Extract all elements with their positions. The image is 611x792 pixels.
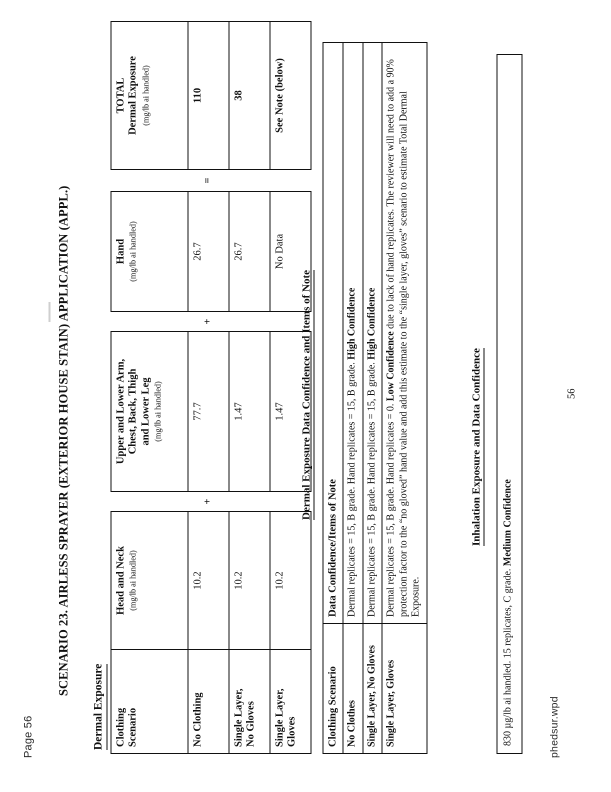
page-title: SCENARIO 23. AIRLESS SPRAYER (EXTERIOR HOUSE STAIN) APPLICATION (APPL.)	[56, 185, 70, 696]
table-row	[188, 22, 229, 754]
cell-total-no-clothing: 110	[188, 22, 229, 170]
confidence-level-badge: High Confidence	[365, 287, 377, 360]
table-row	[382, 43, 427, 754]
operator-spacer-3	[229, 170, 270, 192]
col-header-confidence-scenario: Clothing Scenario	[323, 624, 343, 754]
col-header-hand	[111, 192, 188, 312]
confidence-row-label-single-layer-no-gloves: Single Layer, No Gloves	[362, 624, 382, 754]
row-label-single-layer-no-gloves: Single Layer, No Gloves	[229, 650, 270, 754]
operator-plus-2: +	[201, 318, 213, 325]
confidence-note-no-clothes	[343, 43, 363, 624]
footer-page-number: 56	[566, 388, 577, 399]
col-header-total-line1: TOTAL	[115, 77, 126, 114]
operator-spacer-6	[270, 170, 311, 192]
confidence-header-row	[323, 43, 343, 754]
dermal-confidence-table	[322, 42, 427, 754]
confidence-note-single-layer-no-gloves	[362, 43, 382, 624]
cell-total-single-layer-gloves: See Note (below)	[270, 22, 311, 170]
col-header-total-line2: Dermal Exposure	[127, 56, 139, 135]
cell-body-no-clothing: 77.7	[188, 332, 229, 492]
dermal-exposure-table-body	[188, 22, 311, 754]
col-header-head-and-neck-units: (mg/lb ai handled)	[128, 550, 138, 611]
confidence-note-tail: due to lack of hand replicates. The reviewer will need to add a 90% protection factor to the “no gloved” hand value and add this estimate to the “single layer, gloves” scenario to estimate Total Dermal Exposure.	[385, 59, 422, 617]
dermal-exposure-table-wrap	[110, 42, 311, 754]
col-header-body-text: Upper and Lower Arm, Chest, Back, Thigh and Lower Leg	[115, 358, 151, 465]
col-header-hand-units: (mg/lb ai handled)	[128, 221, 138, 282]
inhalation-confidence-badge: Medium Confidence	[502, 479, 513, 567]
page-header-label: Page 56	[22, 715, 34, 758]
table-header-row	[111, 22, 188, 754]
operator-plus-1: +	[201, 498, 213, 505]
table-row	[229, 22, 270, 754]
file-name-label: phedsur.wpd	[548, 696, 560, 758]
cell-body-single-layer-no-gloves: 1.47	[229, 332, 270, 492]
confidence-note-single-layer-gloves	[382, 43, 427, 624]
table-row	[343, 43, 363, 754]
confidence-level-badge: High Confidence	[346, 287, 358, 360]
table-row	[362, 43, 382, 754]
col-header-body	[111, 332, 188, 492]
cell-hand-single-layer-no-gloves: 26.7	[229, 192, 270, 312]
confidence-level-badge: Low Confidence	[385, 331, 397, 402]
operator-plus-2-header	[111, 312, 188, 332]
operator-spacer-2	[229, 312, 270, 332]
confidence-row-label-no-clothes: No Clothes	[343, 624, 363, 754]
scan-artifact	[48, 302, 50, 322]
col-header-confidence-note: Data Confidence/Items of Note	[323, 43, 343, 624]
confidence-row-label-single-layer-gloves: Single Layer, Gloves	[382, 624, 427, 754]
cell-head-neck-single-layer-no-gloves: 10.2	[229, 512, 270, 650]
inhalation-value-text: 830 µg/lb ai handled. 15 replicates, C grade.	[502, 566, 513, 746]
inhalation-section-heading: Inhalation Exposure and Data Confidence	[470, 348, 482, 546]
confidence-note-text: Dermal replicates = 15, B grade. Hand replicates = 15, B grade.	[365, 359, 377, 617]
col-header-head-and-neck	[111, 512, 188, 650]
confidence-note-text: Dermal replicates = 15, B grade. Hand replicates = 15, B grade.	[346, 359, 358, 617]
dermal-confidence-heading: Dermal Exposure Data Confidence and Items of Note	[300, 269, 312, 520]
cell-total-single-layer-no-gloves: 38	[229, 22, 270, 170]
col-header-total-units: (mg/lb ai handled)	[140, 65, 150, 126]
dermal-confidence-table-wrap	[322, 42, 427, 754]
dermal-exposure-section-label: Dermal Exposure	[92, 664, 107, 750]
dermal-exposure-table	[110, 21, 311, 754]
operator-plus-1-header	[111, 492, 188, 512]
col-header-head-and-neck-text: Head and Neck	[115, 546, 126, 615]
cell-head-neck-no-clothing: 10.2	[188, 512, 229, 650]
operator-equals-header	[111, 170, 188, 192]
cell-body-single-layer-gloves: 1.47	[270, 332, 311, 492]
col-header-body-units: (mg/lb ai handled)	[153, 381, 163, 442]
row-label-single-layer-gloves: Single Layer, Gloves	[270, 650, 311, 754]
row-label-no-clothing: No Clothing	[188, 650, 229, 754]
col-header-clothing-scenario-text: Clothing Scenario	[115, 707, 139, 747]
cell-hand-single-layer-gloves: No Data	[270, 192, 311, 312]
operator-equals: =	[201, 177, 213, 184]
dermal-confidence-table-body	[343, 43, 427, 754]
cell-head-neck-single-layer-gloves: 10.2	[270, 512, 311, 650]
inhalation-exposure-value-box	[496, 54, 522, 754]
col-header-clothing-scenario	[111, 650, 188, 754]
operator-spacer-1	[229, 492, 270, 512]
confidence-note-text: Dermal replicates = 15, B grade. Hand replicates = 0.	[385, 401, 397, 617]
col-header-total-dermal-exposure	[111, 22, 188, 170]
cell-hand-no-clothing: 26.7	[188, 192, 229, 312]
col-header-hand-text: Hand	[115, 238, 126, 265]
